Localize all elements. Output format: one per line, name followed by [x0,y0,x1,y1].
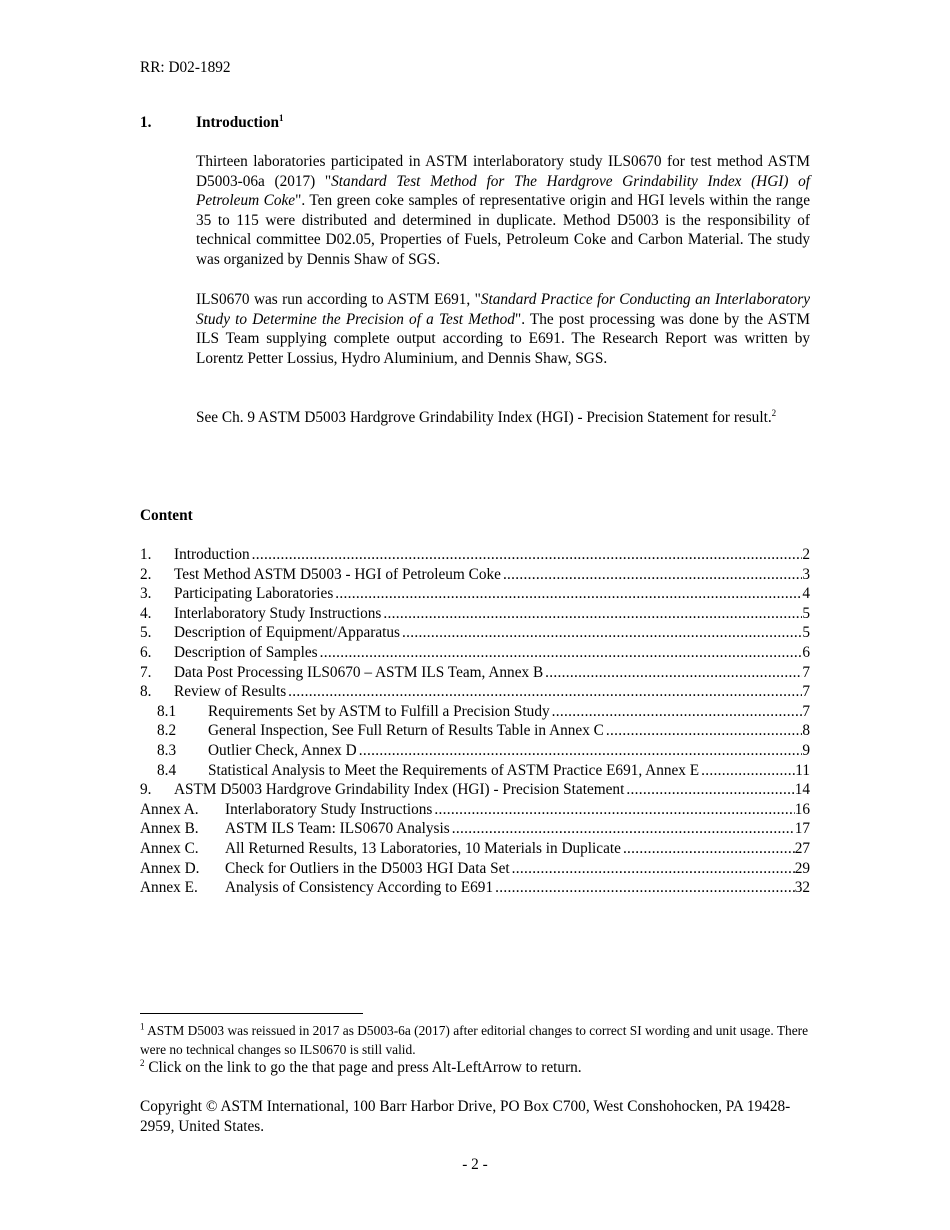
toc-entry-number: Annex D. [140,859,200,877]
toc-entry-number: Annex E. [140,879,198,897]
toc-entry-page[interactable]: 8 [802,722,810,740]
toc-entry-page[interactable]: 32 [794,879,810,897]
toc-dot-leader [699,761,795,781]
toc-entry-link[interactable]: Test Method ASTM D5003 - HGI of Petroleum Coke [174,565,501,583]
toc-entry-link[interactable]: ASTM D5003 Hardgrove Grindability Index (HGI) - Precision Statement [174,781,625,799]
standard-title-e691: Standard Practice for Conducting an Interlaboratory Study to Determine the Precision of a Test Method [196,291,810,328]
intro-paragraph-2: ILS0670 was run according to ASTM E691, "Standard Practice for Conducting an Interlaboratory Study to Determine the Precision of a Test Method". The post processing was done by the ASTM ILS Team supplying complete output according to E691. The Research Report was written by Lorentz Petter Lossius, Hydro Aluminium, and Dennis Shaw, SGS. [196,291,810,367]
toc-dot-leader [621,839,795,859]
toc-entry-link[interactable]: Requirements Set by ASTM to Fulfill a Precision Study [208,702,550,720]
section-title: Introduction [196,114,280,131]
toc-entry-page[interactable]: 27 [794,839,810,857]
footnote-ref-2[interactable]: 2 [771,407,777,418]
footnote-divider [140,1013,363,1014]
toc-entry[interactable] [140,663,810,683]
toc-entry-number: 2. [140,565,152,583]
toc-dot-leader [550,702,803,722]
toc-dot-leader [432,800,794,820]
toc-entry-link[interactable]: Data Post Processing ILS0670 – ASTM ILS Team, Annex B [174,663,544,681]
toc-dot-leader [381,604,802,624]
toc-entry[interactable] [140,682,810,702]
toc-entry-link[interactable]: Description of Equipment/Apparatus [174,624,401,642]
toc-entry-link[interactable]: Interlaboratory Study Instructions [225,800,433,818]
toc-entry-link[interactable]: Interlaboratory Study Instructions [174,604,382,622]
toc-entry-number: 6. [140,643,152,661]
toc-dot-leader [286,682,802,702]
toc-entry-page[interactable]: 29 [794,859,810,877]
table-of-contents [140,545,810,898]
toc-entry-page[interactable]: 9 [802,741,810,759]
toc-entry-number: 5. [140,624,152,642]
footnote-1: $^1$ ASTM D5003 was reissued in 2017 as D5003-6a (2017) after editorial changes to correct SI wording and unit usage. There were no technical changes so ILS0670 is still valid. [140,1021,809,1058]
toc-dot-leader [543,663,802,683]
toc-dot-leader [510,859,795,879]
toc-entry-number: Annex A. [140,800,199,818]
toc-entry-page[interactable]: 16 [794,800,810,818]
toc-entry-link[interactable]: Review of Results [174,683,287,701]
toc-entry-number: 7. [140,663,152,681]
footnote-ref-1[interactable]: 1 [279,112,284,123]
intro-paragraph-1: Thirteen laboratories participated in ASTM interlaboratory study ILS0670 for test method ASTM D5003-06a (2017) "Standard Test Method for The Hardgrove Grindability Index (HGI) of Petroleum Coke". Ten green coke samples of representative origin and HGI levels within the range 35 to 115 were distributed and determined in duplicate. Method D5003 is the responsibility of technical committee D02.05, Properties of Fuels, Petroleum Coke and Carbon Material. The study was organized by Dennis Shaw of SGS. [196,153,811,268]
intro-paragraph-3: See Ch. 9 ASTM D5003 Hardgrove Grindability Index (HGI) - Precision Statement for result.$^2$ [196,407,777,426]
toc-entry-number: 1. [140,546,152,563]
toc-entry-link[interactable]: All Returned Results, 13 Laboratories, 10 Materials in Duplicate [225,839,621,857]
toc-entry-link[interactable]: Participating Laboratories [174,585,334,603]
toc-entry[interactable] [140,819,810,839]
toc-entry-page[interactable]: 2 [802,546,810,563]
toc-entry-page[interactable]: 6 [802,643,810,661]
toc-entry-link[interactable]: Check for Outliers in the D5003 HGI Data Set [225,859,510,877]
page-number: - 2 - [462,1156,488,1173]
toc-entry-number: 9. [140,781,152,799]
toc-entry[interactable] [140,604,810,624]
toc-entry-link[interactable]: Analysis of Consistency According to E691 [225,879,494,897]
toc-dot-leader [450,819,795,839]
toc-entry-number: 8.2 [157,722,177,740]
toc-dot-leader [357,741,803,761]
toc-entry[interactable] [140,741,810,761]
toc-entry-page[interactable]: 7 [802,702,810,720]
toc-entry-number: 8.4 [157,761,177,779]
toc-entry-page[interactable]: 7 [802,683,810,701]
toc-entry[interactable] [140,780,810,800]
toc-dot-leader [501,565,802,585]
toc-entry[interactable] [140,859,810,879]
toc-entry[interactable] [140,761,810,781]
toc-entry-page[interactable]: 5 [802,604,810,622]
toc-entry[interactable] [140,702,810,722]
toc-heading: Content [140,507,193,524]
toc-entry-page[interactable]: 3 [802,565,810,583]
toc-dot-leader [400,623,802,643]
toc-entry-link[interactable]: ASTM ILS Team: ILS0670 Analysis [225,820,450,838]
toc-dot-leader [318,643,803,663]
toc-entry-link[interactable]: Introduction [174,546,250,563]
report-reference: RR: D02-1892 [140,59,231,76]
toc-entry-page[interactable]: 14 [794,781,810,799]
toc-dot-leader [493,878,795,898]
toc-entry-number: 4. [140,604,152,622]
toc-entry[interactable] [140,721,810,741]
section-number: 1. [140,114,152,131]
toc-entry-page[interactable]: 11 [795,761,810,779]
toc-dot-leader [624,780,794,800]
toc-entry-page[interactable]: 7 [802,663,810,681]
toc-entry[interactable] [140,839,810,859]
toc-entry-number: 3. [140,585,152,603]
toc-entry[interactable] [140,565,810,585]
toc-entry-page[interactable]: 4 [802,585,810,603]
toc-dot-leader [604,721,802,741]
toc-entry-page[interactable]: 5 [802,624,810,642]
toc-entry[interactable] [140,623,810,643]
toc-entry[interactable] [140,878,810,898]
section-heading [140,113,284,133]
toc-entry-number: 8. [140,683,152,701]
toc-dot-leader [333,584,802,604]
toc-entry-link[interactable]: Description of Samples [174,643,318,661]
toc-entry-number: Annex C. [140,839,199,857]
toc-entry[interactable] [140,584,810,604]
toc-entry-link[interactable]: General Inspection, See Full Return of Results Table in Annex C [208,722,604,740]
footnote-2: $^2$ Click on the link to go the that page and press Alt-LeftArrow to return. [140,1057,582,1076]
toc-dot-leader [250,545,803,565]
toc-entry-number: 8.3 [157,741,177,759]
toc-entry-link[interactable]: Outlier Check, Annex D [208,741,357,759]
toc-entry[interactable] [140,800,810,820]
toc-entry-number: Annex B. [140,820,199,838]
toc-entry[interactable] [140,643,810,663]
toc-entry-link[interactable]: Statistical Analysis to Meet the Requirements of ASTM Practice E691, Annex E [208,761,700,779]
toc-entry[interactable] [140,545,810,565]
toc-entry-page[interactable]: 17 [794,820,810,838]
standard-title-d5003: Standard Test Method for The Hardgrove Grindability Index (HGI) of Petroleum Coke [196,172,811,210]
copyright-notice: Copyright © ASTM International, 100 Barr Harbor Drive, PO Box C700, West Conshohocken, PA 19428-2959, United States. [140,1098,791,1135]
toc-entry-number: 8.1 [157,702,177,720]
